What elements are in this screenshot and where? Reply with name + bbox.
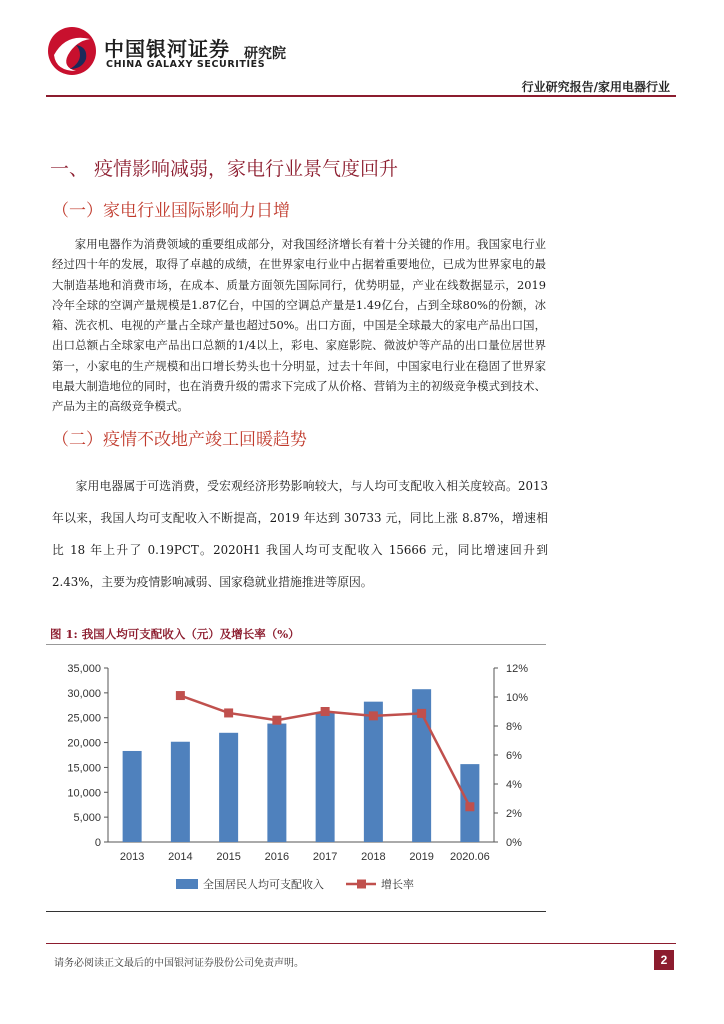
logo-institute: 研究院: [244, 46, 286, 62]
y-right-tick-label: 10%: [506, 692, 529, 704]
footer-divider: [46, 943, 676, 944]
bar-2018: [364, 702, 383, 842]
growth-point-2020.06: [465, 802, 474, 811]
figure-bottom-divider: [46, 911, 546, 912]
growth-point-2015: [224, 708, 233, 717]
disclaimer-note: 请务必阅读正文最后的中国银河证券股份公司免责声明。: [54, 958, 304, 969]
paragraph-industry-influence: 家用电器作为消费领域的重要组成部分，对我国经济增长有着十分关键的作用。我国家电行业经过四十年的发展，取得了卓越的成绩，在世界家电行业中占据着重要地位，已成为世界家电的最大制造基地和消费市场，在成本、质量方面领先国际同行，优势明显，产业在线数据显示，2019冷年全球的空调产量规模是1.87亿台，中国的空调总产量是1.49亿台，占到全球80%的份额，冰箱、洗衣机、电视的产量占全球产量也超过50%。出口方面，中国是全球最大的家电产品出口国，出口总额占全球家电产品出口总额的1/4以上，彩电、家庭影院、微波炉等产品的出口量位居世界第一，小家电的生产规模和出口增长势头也十分明显，过去十年间，中国家电行业在稳固了世界家电最大制造地位的同时，也在消费升级的需求下完成了从价格、营销为主的初级竞争模式到技术、产品为主的高级竞争模式。: [52, 237, 546, 414]
section-title: 一、 疫情影响减弱，家电行业景气度回升: [50, 158, 399, 180]
report-category: 行业研究报告/家用电器行业: [521, 80, 670, 94]
y-left-tick-label: 5,000: [73, 812, 101, 825]
y-left-tick-label: 25,000: [67, 712, 101, 725]
y-right-tick-label: 8%: [506, 721, 522, 733]
growth-point-2014: [176, 691, 185, 700]
legend-label-income: 全国居民人均可支配收入: [203, 879, 324, 891]
y-right-tick-label: 12%: [506, 663, 529, 675]
legend-label-growth: 增长率: [381, 879, 414, 891]
y-left-tick-label: 30,000: [67, 687, 101, 700]
paragraph-disposable-income: 家用电器属于可选消费，受宏观经济形势影响较大，与人均可支配收入相关度较高。2013年以来，我国人均可支配收入不断提高，2019 年达到 30733 元，同比上涨 8.87%，增速相比 18 年上升了 0.19PCT。2020H1 我国人均可支配收入 15666 元，同比增速回升到 2.43%，主要为疫情影响减弱、国家稳就业措施推进等原因。: [52, 479, 548, 589]
header-divider: [46, 95, 676, 97]
legend-swatch-income: [176, 879, 198, 889]
bar-2017: [316, 713, 335, 842]
logo-chinese-name: 中国银河证券: [104, 37, 230, 61]
growth-point-2019: [417, 709, 426, 718]
logo-icon: [46, 25, 98, 77]
y-left-tick-label: 35,000: [67, 663, 101, 675]
x-tick-label: 2014: [168, 851, 193, 863]
bar-2016: [267, 724, 286, 842]
y-right-tick-label: 6%: [506, 750, 522, 762]
subsection-title-1: （一）家电行业国际影响力日增: [52, 201, 290, 221]
bar-2015: [219, 733, 238, 842]
growth-point-2018: [369, 711, 378, 720]
y-left-tick-label: 10,000: [67, 787, 101, 800]
x-tick-label: 2016: [264, 851, 290, 863]
bar-2013: [123, 751, 142, 842]
growth-point-2017: [321, 707, 330, 716]
x-tick-label: 2015: [216, 851, 241, 863]
y-left-tick-label: 20,000: [67, 737, 101, 750]
logo-english-name: CHINA GALAXY SECURITIES: [106, 59, 266, 70]
x-tick-label: 2019: [409, 851, 434, 863]
growth-point-2016: [272, 716, 281, 725]
y-right-tick-label: 4%: [506, 779, 522, 791]
y-left-tick-label: 15,000: [67, 762, 101, 775]
y-right-tick-label: 2%: [506, 808, 522, 820]
figure-title: 图 1: 我国人均可支配收入（元）及增长率（%）: [50, 627, 300, 641]
bar-2014: [171, 742, 190, 842]
page-number: 2: [654, 950, 674, 970]
x-tick-label: 2013: [119, 851, 145, 863]
legend-marker-growth: [357, 880, 366, 889]
figure-top-divider: [46, 644, 546, 645]
x-tick-label: 2018: [361, 851, 386, 863]
y-right-tick-label: 0%: [506, 837, 522, 849]
x-tick-label: 2020.06: [449, 851, 490, 863]
x-tick-label: 2017: [312, 851, 338, 863]
subsection-title-2: （二）疫情不改地产竣工回暖趋势: [52, 430, 307, 450]
income-growth-chart: [46, 648, 546, 910]
y-left-tick-label: 0: [94, 837, 101, 849]
